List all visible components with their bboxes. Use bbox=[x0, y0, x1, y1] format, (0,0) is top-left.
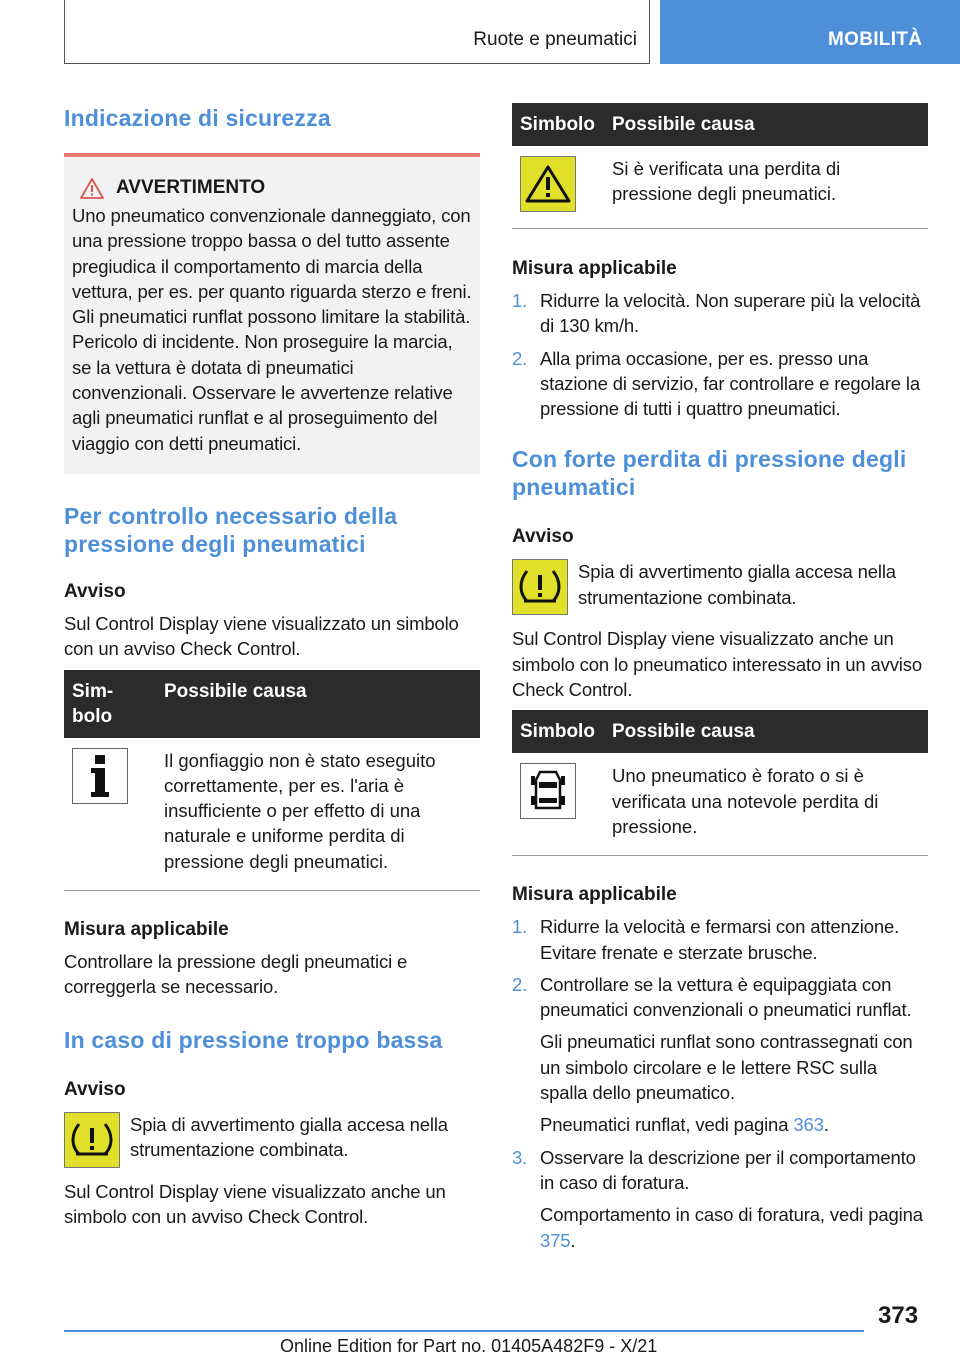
right-column bbox=[512, 103, 928, 1253]
warning-box bbox=[64, 153, 480, 474]
warning-title-row bbox=[72, 177, 472, 199]
cause-cell: Uno pneumatico è forato o si è verificata una notevole perdita di pressione. bbox=[604, 753, 928, 855]
step-body bbox=[540, 972, 928, 1138]
low-avviso: Avviso bbox=[64, 1078, 126, 1100]
chapter-title: MOBILITÀ bbox=[828, 29, 923, 50]
strong-avviso: Avviso bbox=[512, 526, 574, 548]
header-box bbox=[64, 0, 650, 64]
reference-suffix: . bbox=[570, 1229, 576, 1251]
footer-divider bbox=[64, 1330, 864, 1332]
low-text: Sul Control Display viene visualizzato anche un simbolo con un avviso Check Control. bbox=[64, 1180, 446, 1227]
symbol-cell bbox=[512, 146, 604, 229]
left-column bbox=[64, 100, 480, 1229]
reference-text: Pneumatici runflat, vedi pagina bbox=[540, 1114, 794, 1136]
warning-title: AVVERTIMENTO bbox=[116, 177, 266, 198]
symbol-table-1 bbox=[64, 670, 480, 891]
step-reference bbox=[540, 1112, 928, 1137]
step-number: 1. bbox=[512, 916, 528, 938]
page-link-375[interactable]: 375 bbox=[540, 1229, 571, 1251]
col-symbol-header: Sim- bolo bbox=[64, 670, 156, 738]
step-number: 3. bbox=[512, 1146, 528, 1168]
warning-text: Uno pneumatico convenzionale danneggiato, con una pressione troppo bassa o del tutto assente pregiudica il comportamento di marcia della vettura, per es. per quanto riguarda sterzo e freni. Gli pneumatici runflat possono limitare la stabilità. Pericolo di incidente. Non proseguire la marcia, se la vettura è dotata di pneumatici convenzionali. Osservare le avvertenze relative agli pneumatici runflat e al proseguimento del viaggio con detti pneumatici. bbox=[72, 205, 472, 454]
step-text: Ridurre la velocità. Non superare più la velocità di 130 km/h. bbox=[540, 290, 921, 337]
step-body bbox=[540, 1145, 928, 1253]
strong-lamp-text: Spia di avvertimento gialla accesa nella strumentazione combinata. bbox=[578, 561, 896, 608]
measure-heading-3: Misura applicabile bbox=[512, 884, 677, 906]
symbol-cell bbox=[64, 738, 156, 891]
measure-heading: Misura applicabile bbox=[64, 919, 229, 941]
step-number: 1. bbox=[512, 290, 528, 311]
reference-text: Comportamento in caso di foratura, vedi pagina bbox=[540, 1204, 923, 1226]
symbol-table-3 bbox=[512, 710, 928, 856]
step-number: 2. bbox=[512, 973, 528, 995]
cause-cell: Il gonfiaggio non è stato eseguito correttamente, per es. l'aria è insufficiente o per effetto di una naturale e uniforme perdita di pressione degli pneumatici. bbox=[156, 738, 480, 891]
step-text: Ridurre la velocità e fermarsi con attenzione. Evitare frenate e sterzate brusche. bbox=[540, 916, 900, 963]
step-reference bbox=[540, 1202, 928, 1253]
page-number: 373 bbox=[878, 1302, 919, 1329]
list-item bbox=[512, 346, 928, 422]
col-cause-header: Possibile causa bbox=[604, 710, 928, 753]
reference-suffix: . bbox=[823, 1114, 829, 1136]
warning-triangle-icon bbox=[80, 178, 104, 199]
warning-triangle-icon bbox=[520, 156, 576, 212]
check-avviso: Avviso bbox=[64, 580, 126, 602]
step-extra: Gli pneumatici runflat sono contrassegnati con un simbolo circolare e le lettere RSC sulla spalla dello pneumatico. bbox=[540, 1031, 913, 1104]
col-symbol-header: Simbolo bbox=[512, 710, 604, 753]
info-icon bbox=[72, 748, 128, 804]
list-item bbox=[512, 914, 928, 965]
page-link-363[interactable]: 363 bbox=[793, 1114, 824, 1136]
step-text: Controllare se la vettura è equipaggiata con pneumatici convenzionali o pneumatici runflat. bbox=[540, 973, 912, 1021]
tire-pressure-warning-icon bbox=[512, 559, 568, 615]
check-text: Sul Control Display viene visualizzato un simbolo con un avviso Check Control. bbox=[64, 612, 459, 660]
strong-lamp-row bbox=[512, 559, 928, 615]
measure-text: Controllare la pressione degli pneumatici e correggerla se necessario. bbox=[64, 951, 408, 998]
col-symbol-header: Simbolo bbox=[512, 103, 604, 146]
list-item bbox=[512, 1145, 928, 1253]
low-lamp-text: Spia di avvertimento gialla accesa nella strumentazione combinata. bbox=[130, 1113, 448, 1160]
measure-heading-2: Misura applicabile bbox=[512, 258, 677, 279]
chapter-tab[interactable] bbox=[660, 0, 960, 64]
tire-pressure-warning-icon bbox=[64, 1112, 120, 1168]
strong-loss-heading: Con forte perdita di pressione degli pneumatici bbox=[512, 446, 907, 501]
check-heading: Per controllo necessario della pressione degli pneumatici bbox=[64, 502, 398, 557]
list-item bbox=[512, 972, 928, 1138]
section-title: Ruote e pneumatici bbox=[473, 29, 637, 50]
col-cause-header: Possibile causa bbox=[156, 670, 480, 738]
measure-steps-1 bbox=[512, 288, 928, 421]
safety-heading: Indicazione di sicurezza bbox=[64, 105, 331, 131]
footer-edition: Online Edition for Part no. 01405A482F9 - X/21 bbox=[280, 1336, 658, 1356]
car-tire-damage-icon bbox=[520, 763, 576, 819]
symbol-cell bbox=[512, 753, 604, 855]
strong-text: Sul Control Display viene visualizzato anche un simbolo con lo pneumatico interessato in un avviso Check Control. bbox=[512, 628, 923, 701]
cause-cell: Si è verificata una perdita di pressione degli pneumatici. bbox=[604, 146, 928, 229]
col-cause-header: Possibile causa bbox=[604, 103, 928, 146]
symbol-table-2 bbox=[512, 103, 928, 229]
low-lamp-row bbox=[64, 1112, 480, 1168]
step-text: Osservare la descrizione per il comportamento in caso di foratura. bbox=[540, 1146, 916, 1193]
list-item bbox=[512, 288, 928, 339]
step-number: 2. bbox=[512, 347, 528, 369]
step-text: Alla prima occasione, per es. presso una stazione di servizio, far controllare e regolare la pressione di tutti i quattro pneumatici. bbox=[540, 347, 921, 420]
low-pressure-heading: In caso di pressione troppo bassa bbox=[64, 1026, 443, 1053]
measure-steps-2 bbox=[512, 914, 928, 1253]
